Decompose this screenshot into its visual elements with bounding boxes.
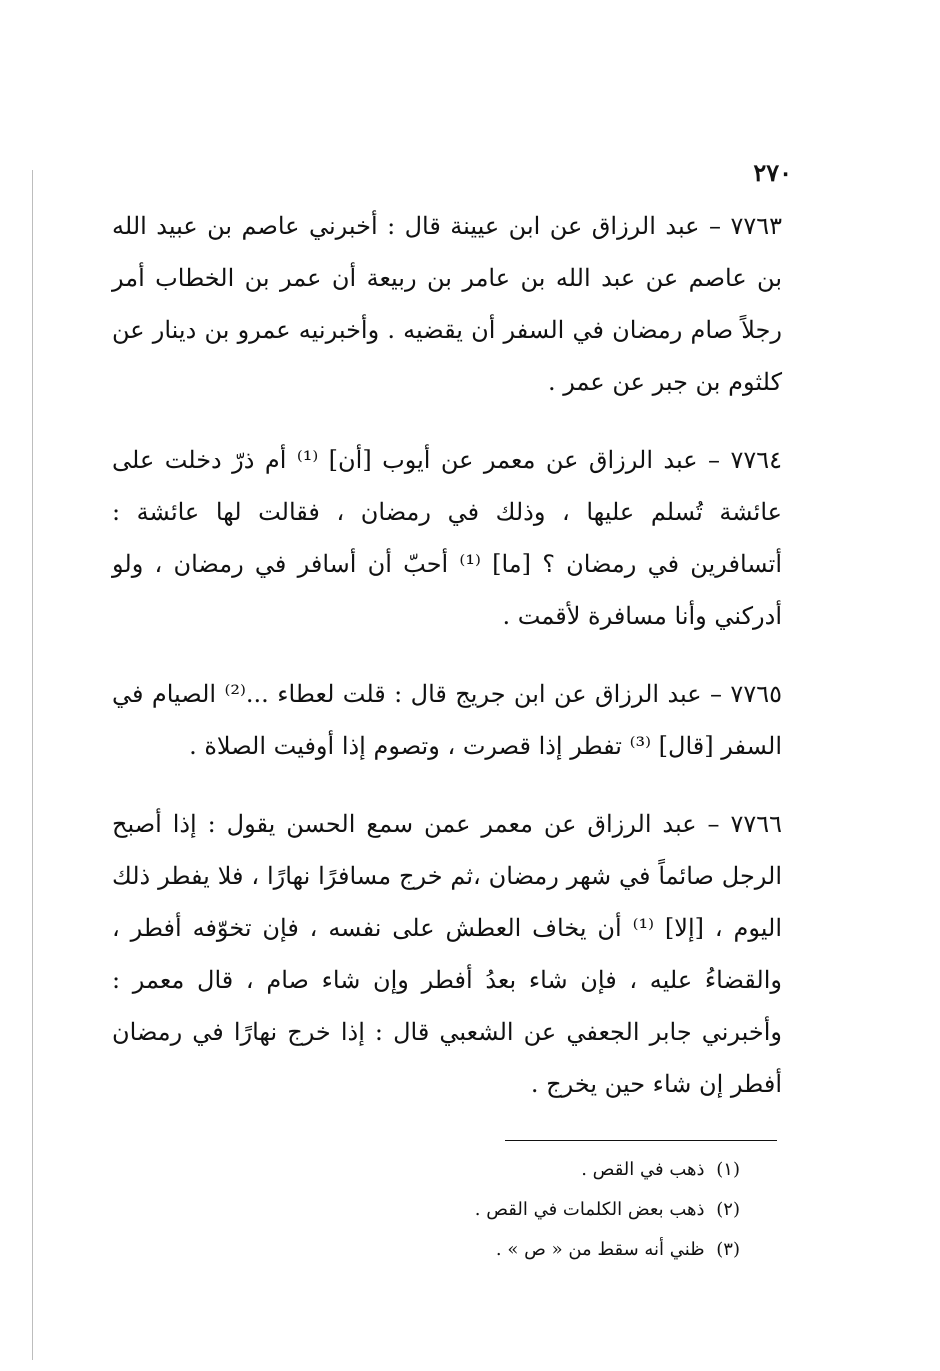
footnote-text: ذهب في القص . — [581, 1159, 705, 1180]
footnote-item — [340, 1190, 740, 1230]
main-text-body — [112, 200, 782, 1136]
paragraph — [112, 668, 782, 772]
scan-margin-line — [32, 170, 33, 1360]
paragraph-text: – عبد الرزاق عن معمر عن أيوب [أن] ⁽¹⁾ أم ذرّ دخلت على عائشة تُسلم عليها ، وذلك في رمضان ، فقالت لها عائشة : أتسافرين في رمضان ؟ [ما] ⁽¹⁾ أحبّ أن أسافر في رمضان ، ولو أدركني وأنا مسافرة لأقمت . — [112, 446, 783, 630]
footnote-marker: (١) — [716, 1159, 740, 1180]
page-number: ٢٧٠ — [753, 158, 792, 187]
hadith-number: ٧٧٦٥ — [730, 680, 782, 708]
hadith-number: ٧٧٦٣ — [730, 212, 782, 240]
paragraph — [112, 798, 782, 1110]
paragraph — [112, 434, 782, 642]
paragraph-text: – عبد الرزاق عن ابن جريج قال : قلت لعطاء ...⁽²⁾ الصيام في السفر [قال] ⁽³⁾ تفطر إذا قصرت ، وتصوم إذا أوفيت الصلاة . — [112, 680, 782, 760]
footnote-marker: (٣) — [716, 1239, 740, 1260]
footnote-divider — [505, 1140, 777, 1141]
footnote-text: ظني أنه سقط من « ص » . — [495, 1239, 705, 1260]
paragraph-text: – عبد الرزاق عن معمر عمن سمع الحسن يقول : إذا أصبح الرجل صائماً في شهر رمضان ،ثم خرج مسافرًا نهارًا ، فلا يفطر ذلك اليوم ، [إلا] ⁽¹⁾ أن يخاف العطش على نفسه ، فإن تخوّفه أفطر ، والقضاءُ عليه ، فإن شاء بعدُ أفطر وإن شاء صام ، قال معمر : وأخبرني جابر الجعفي عن الشعبي قال : إذا خرج نهارًا في رمضان أفطر إن شاء حين يخرج . — [112, 810, 783, 1098]
footnote-text: ذهب بعض الكلمات في القص . — [474, 1199, 705, 1220]
paragraph — [112, 200, 782, 408]
hadith-number: ٧٧٦٤ — [730, 446, 782, 474]
footnote-item — [340, 1230, 740, 1270]
paragraph-text: – عبد الرزاق عن ابن عيينة قال : أخبرني عاصم بن عبيد الله بن عاصم عن عبد الله بن عامر بن ربيعة أن عمر بن الخطاب أمر رجلاً صام رمضان في السفر أن يقضيه . وأخبرنيه عمرو بن دينار عن كلثوم بن جبر عن عمر . — [112, 212, 782, 396]
footnotes — [340, 1150, 740, 1270]
footnote-marker: (٢) — [716, 1199, 740, 1220]
hadith-number: ٧٧٦٦ — [730, 810, 782, 838]
footnote-item — [340, 1150, 740, 1190]
